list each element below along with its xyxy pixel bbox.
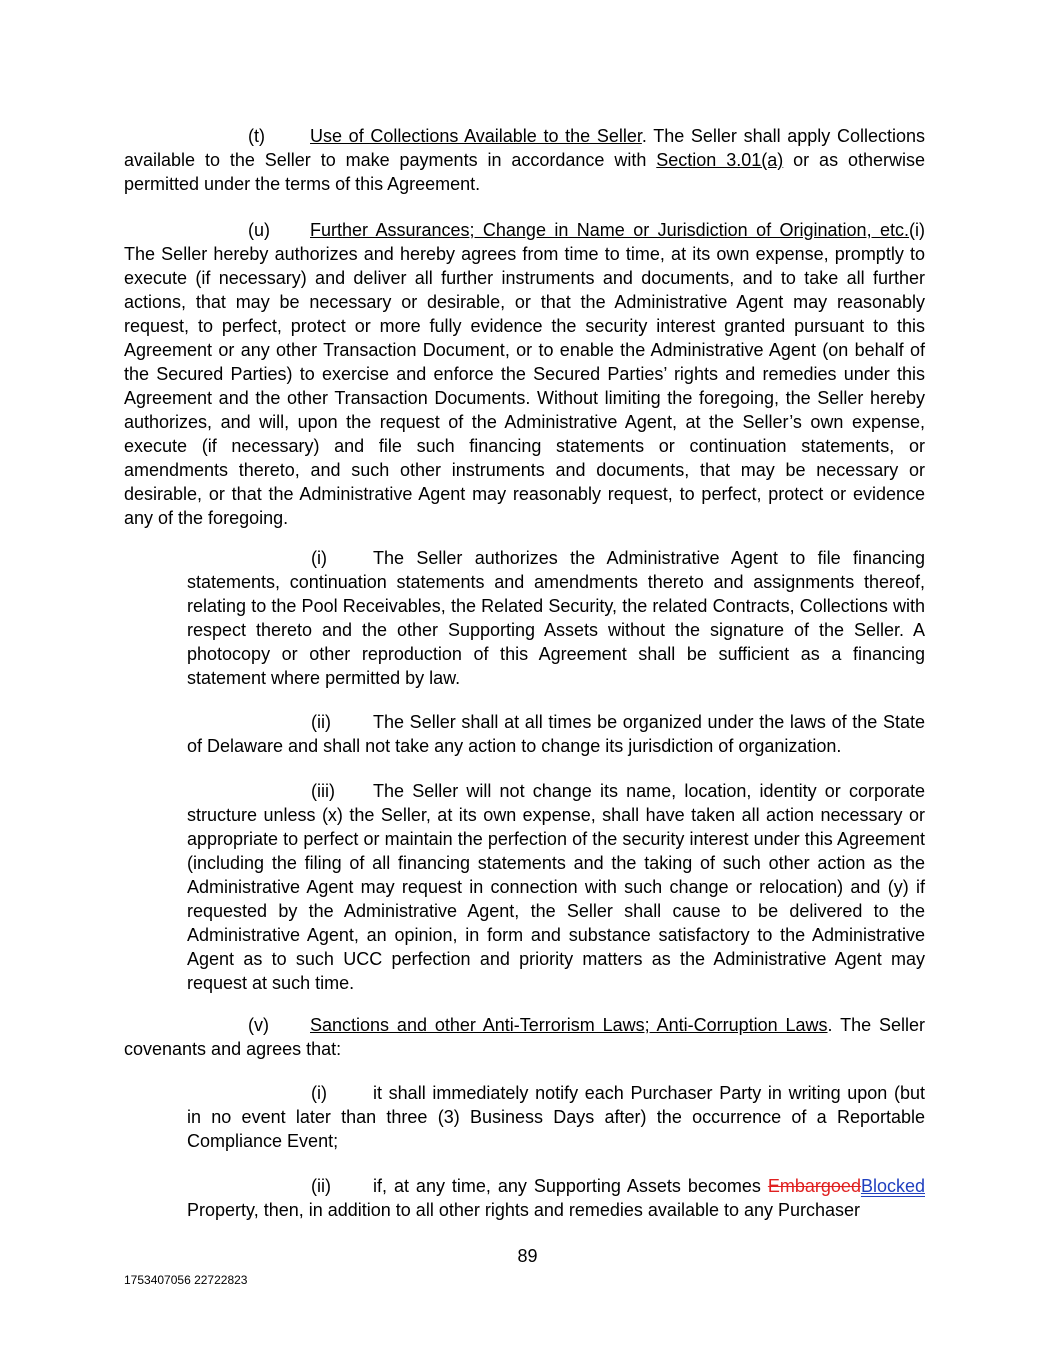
paragraph-text: it shall immediately notify each Purchaser Party in writing upon (but in no event later than three (3) Business Days after) the occurrence of a Reportable Compliance Event; [187,1083,925,1151]
section-number: (u) [248,220,270,240]
subparagraph-u-iii [187,779,925,995]
paragraph-text: Property, then, in addition to all other rights and remedies available to any Purchaser [187,1200,861,1220]
paragraph-text: The Seller authorizes the Administrative Agent to file financing statements, continuation statements and amendments thereto and assignments thereof, relating to the Pool Receivables, the Related Security, the related Contracts, Collections with respect thereto and the other Supporting Assets without the signature of the Seller. A photocopy or other reproduction of this Agreement shall be sufficient as a financing statement where permitted by law. [187,548,925,688]
paragraph-text: if, at any time, any Supporting Assets becomes [373,1176,768,1196]
subsection-number: (i) [311,548,327,568]
page-number: 89 [517,1246,538,1266]
subsection-number: (iii) [311,781,335,801]
paragraph-text: or as otherwise permitted under the terms of this Agreement. [124,150,926,194]
section-heading: Use of Collections Available to the Seller [310,126,642,146]
subparagraph-v-ii [187,1174,925,1222]
paragraph-text: (i) The Seller hereby authorizes and hereby agrees from time to time, at its own expense, promptly to execute (if necessary) and deliver all further instruments and documents, and to take all further actions, that may be necessary or desirable, or that the Administrative Agent may reasonably request, to perfect, protect or more fully evidence the security interest granted pursuant to this Agreement or any other Transaction Document, or to enable the Administrative Agent (on behalf of the Secured Parties) to exercise and enforce the Secured Parties’ rights and remedies under this Agreement and the other Transaction Documents. Without limiting the foregoing, the Seller hereby authorizes, and will, upon the request of the Administrative Agent, at the Seller’s own expense, execute (if necessary) and file such financing statements or continuation statements, or amendments thereto, and such other instruments and documents, that may be necessary or desirable, or that the Administrative Agent may reasonably request, to perfect, protect or evidence any of the foregoing. [124,220,925,528]
subsection-number: (ii) [311,1176,331,1196]
section-number: (v) [248,1015,269,1035]
section-number: (t) [248,126,265,146]
document-id: 1753407056 22722823 [124,1273,248,1287]
paragraph-text: The Seller will not change its name, location, identity or corporate structure unless (x) the Seller, at its own expense, shall have taken all action necessary or appropriate to perfect or maintain the perfection of the security interest under this Agreement (including the filing of all financing statements and the taking of such other action as the Administrative Agent may request in connection with such change or relocation) and (y) if requested by the Administrative Agent, the Seller shall cause to be delivered to the Administrative Agent, an opinion, in form and substance satisfactory to the Administrative Agent as to such UCC perfection and priority matters as the Administrative Agent may request at such time. [187,781,925,993]
subparagraph-u-ii [187,710,925,758]
section-heading: Further Assurances; Change in Name or Jurisdiction of Origination, etc. [310,220,909,240]
subparagraph-u-i [187,546,925,690]
subsection-number: (i) [311,1083,327,1103]
tracked-deletion: Embargoed [767,1176,861,1196]
subparagraph-v-i [187,1081,925,1153]
paragraph-u [124,218,925,530]
paragraph-text: . The Seller covenants and agrees that: [124,1015,925,1059]
paragraph-text: . The Seller shall apply Collections available to the Seller to make payments in accordance with [124,126,925,170]
section-heading: Sanctions and other Anti-Terrorism Laws; Anti-Corruption Laws [310,1015,828,1035]
section-reference-link: Section 3.01(a) [656,150,784,170]
paragraph-text: The Seller shall at all times be organized under the laws of the State of Delaware and shall not take any action to change its jurisdiction of organization. [187,712,925,756]
paragraph-t [124,124,925,196]
tracked-insertion: Blocked [860,1176,925,1196]
paragraph-v [124,1013,925,1061]
subsection-number: (ii) [311,712,331,732]
